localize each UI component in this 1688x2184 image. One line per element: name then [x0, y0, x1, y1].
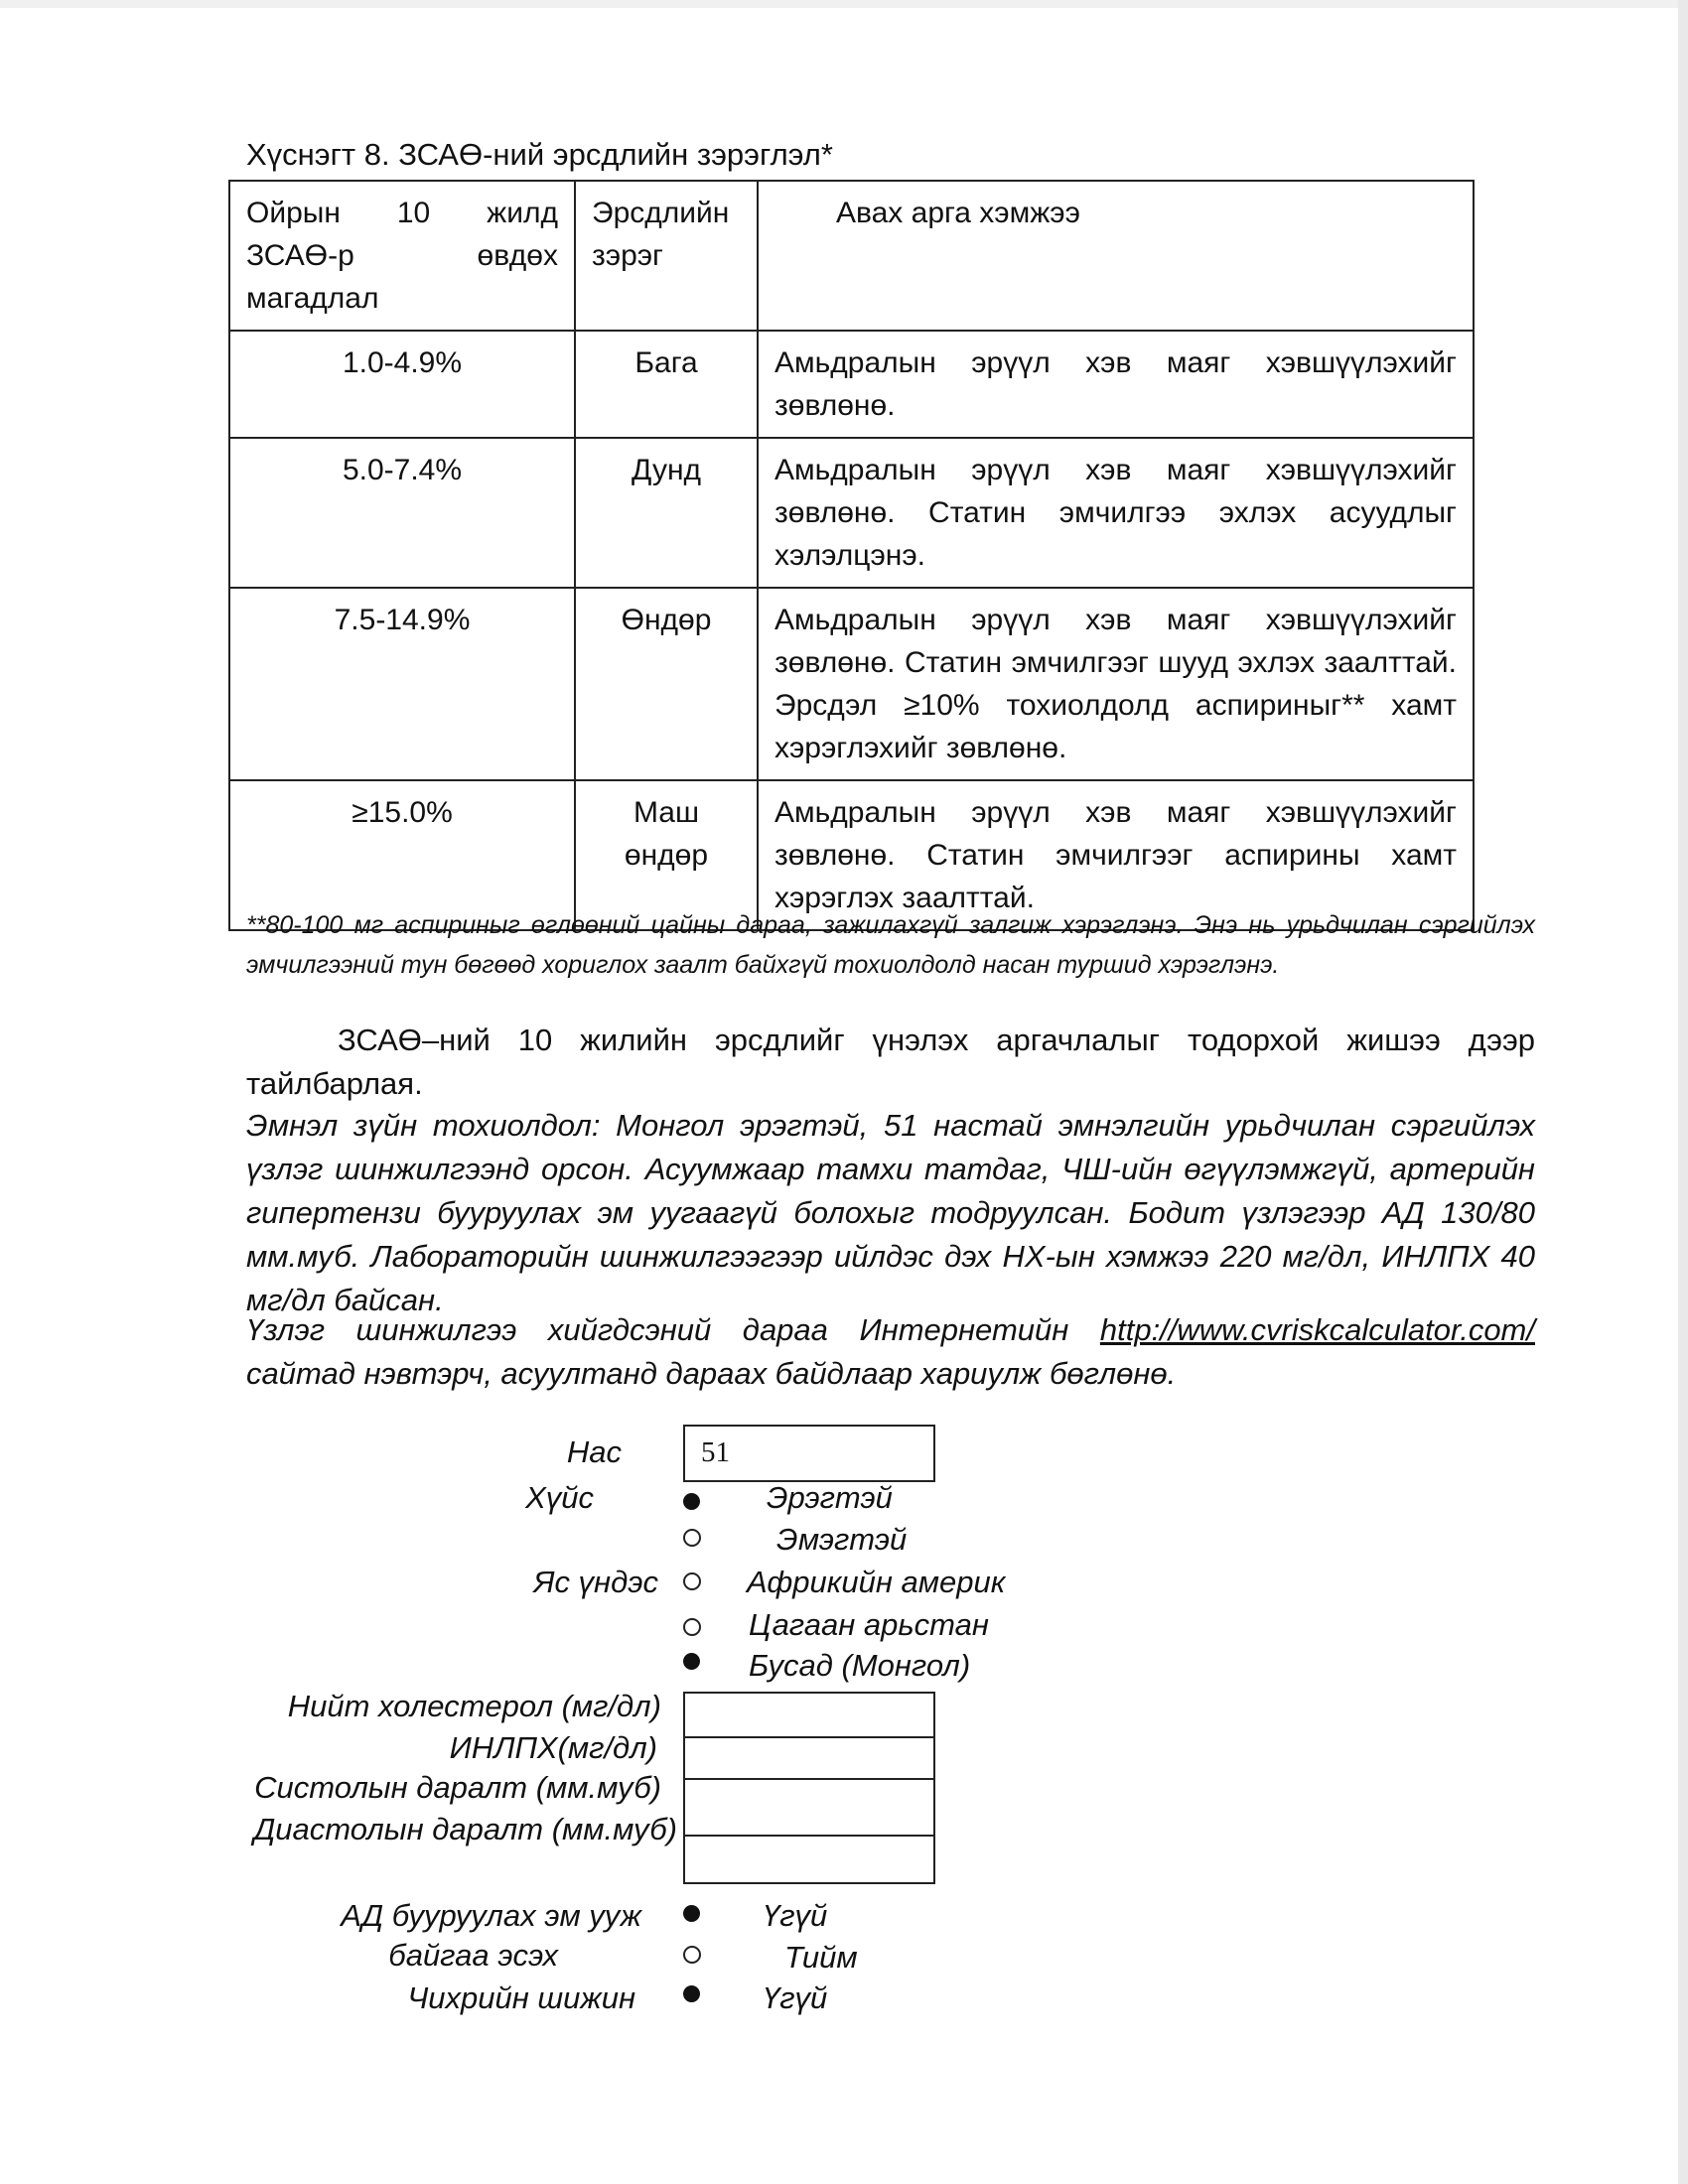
clinical-case-paragraph: Эмнэл зүйн тохиолдол: Монгол эрэгтэй, 51 настай эмнэлгийн урьдчилан сэргийлэх үзлэг шинжилгээнд орсон. Асуумжаар тамхи татдаг, ЧШ-ийн өгүүлэмжгүй, артерийн гипертензи бууруулах эм уугаагүй болохыг тодруулсан. Бодит үзлэгээр АД 130/80 мм.муб. Лабораторийн шинжилгээгээр ийлдэс дэх НХ-ын хэмжээ 220 мг/дл, ИНЛПХ 40 мг/дл байсан. — [246, 1108, 1535, 1317]
table-row — [229, 331, 1474, 438]
systolic-input-divider — [685, 1835, 933, 1837]
cell-action: Амьдралын эрүүл хэв маяг хэвшүүлэхийг зөвлөнө. Статин эмчилгээг аспирины хамт хэрэглэх заалттай. — [758, 780, 1474, 930]
race-label: Яс үндэс — [533, 1565, 658, 1599]
intro-paragraph: ЗСАӨ–ний 10 жилийн эрсдлийг үнэлэх аргачлалыг тодорхой жишээ дээр тайлбарлая. — [246, 1023, 1535, 1101]
cell-probability: 7.5-14.9% — [229, 588, 575, 780]
table-header-row — [229, 181, 1474, 331]
scan-edge-right — [1678, 0, 1688, 2184]
bp-medication-label-line2: байгаа эсэх — [388, 1938, 558, 1973]
cell-probability: 5.0-7.4% — [229, 438, 575, 588]
diabetes-label: Чихрийн шижин — [407, 1980, 635, 2015]
sex-female-option: Эмэгтэй — [776, 1522, 908, 1557]
sex-male-radio-selected[interactable] — [683, 1493, 700, 1510]
total-cholesterol-label: Нийт холестерол (мг/дл) — [287, 1689, 661, 1723]
table-row — [229, 588, 1474, 780]
table-footnote: **80-100 мг аспириныг өглөөний цайны дараа, зажилахгүй залгиж хэрэглэнэ. Энэ нь урьдчилан сэргийлэх эмчилгээний тун бөгөөд хориглох заалт байхгүй тохиолдолд насан туршид хэрэглэнэ. — [246, 911, 1535, 979]
race-african-american-radio[interactable] — [683, 1572, 701, 1590]
age-label: Нас — [566, 1434, 622, 1469]
race-other-option: Бусад (Монгол) — [749, 1648, 971, 1683]
risk-table — [228, 180, 1475, 931]
scan-edge-top — [0, 0, 1688, 8]
race-white-option: Цагаан арьстан — [749, 1607, 989, 1642]
sex-label: Хүйс — [525, 1480, 594, 1515]
cell-risk-level: Дунд — [575, 438, 758, 588]
diabetes-no-option: Үгүй — [763, 1980, 828, 2015]
bp-medication-yes-option: Тийм — [784, 1940, 858, 1975]
lab-values-input-group — [683, 1692, 935, 1884]
bp-medication-no-option: Үгүй — [763, 1898, 828, 1933]
age-value: 51 — [701, 1436, 730, 1468]
age-input[interactable] — [683, 1425, 935, 1482]
calculator-link[interactable]: http://www.cvriskcalculator.com/ — [1099, 1312, 1535, 1347]
race-other-radio-selected[interactable] — [683, 1653, 700, 1670]
header-risk-level: Эрсдлийн зэрэг — [575, 181, 758, 331]
diastolic-label: Диастолын даралт (мм.муб) — [253, 1812, 677, 1846]
cell-risk-level: Маш өндөр — [575, 780, 758, 930]
total-cholesterol-input-divider — [685, 1736, 933, 1738]
hdl-input-divider — [685, 1778, 933, 1780]
sex-female-radio[interactable] — [683, 1529, 701, 1547]
cell-risk-level: Бага — [575, 331, 758, 438]
bp-medication-no-radio-selected[interactable] — [683, 1905, 700, 1922]
bp-medication-label-line1: АД бууруулах эм ууж — [341, 1898, 641, 1933]
cell-probability: ≥15.0% — [229, 780, 575, 930]
website-instruction-paragraph — [246, 1308, 1535, 1396]
cell-risk-level: Өндөр — [575, 588, 758, 780]
hdl-label: ИНЛПХ(мг/дл) — [449, 1730, 657, 1765]
systolic-label: Систолын даралт (мм.муб) — [254, 1770, 661, 1805]
diabetes-no-radio-selected[interactable] — [683, 1985, 700, 2002]
cell-probability: 1.0-4.9% — [229, 331, 575, 438]
header-action: Авах арга хэмжээ — [758, 181, 1474, 331]
race-african-american-option: Африкийн америк — [747, 1565, 1006, 1599]
table-row — [229, 438, 1474, 588]
instruction-text-before: Үзлэг шинжилгээ хийгдсэний дараа Интернетийн — [246, 1312, 1100, 1347]
bp-medication-yes-radio[interactable] — [683, 1946, 701, 1964]
cell-action: Амьдралын эрүүл хэв маяг хэвшүүлэхийг зөвлөнө. — [758, 331, 1474, 438]
cell-action: Амьдралын эрүүл хэв маяг хэвшүүлэхийг зөвлөнө. Статин эмчилгээг шууд эхлэх заалттай. Эрсдэл ≥10% тохиолдолд аспириныг** хамт хэрэглэхийг зөвлөнө. — [758, 588, 1474, 780]
race-white-radio[interactable] — [683, 1618, 701, 1636]
sex-male-option: Эрэгтэй — [767, 1480, 893, 1515]
cell-action: Амьдралын эрүүл хэв маяг хэвшүүлэхийг зөвлөнө. Статин эмчилгээ эхлэх асуудлыг хэлэлцэнэ. — [758, 438, 1474, 588]
instruction-text-after: сайтад нэвтэрч, асуултанд дараах байдлаар хариулж бөглөнө. — [246, 1356, 1177, 1391]
header-probability: Ойрын 10 жилд ЗСАӨ-р өвдөх магадлал — [229, 181, 575, 331]
table-caption: Хүснэгт 8. ЗСАӨ-ний эрсдлийн зэрэглэл* — [246, 137, 833, 172]
